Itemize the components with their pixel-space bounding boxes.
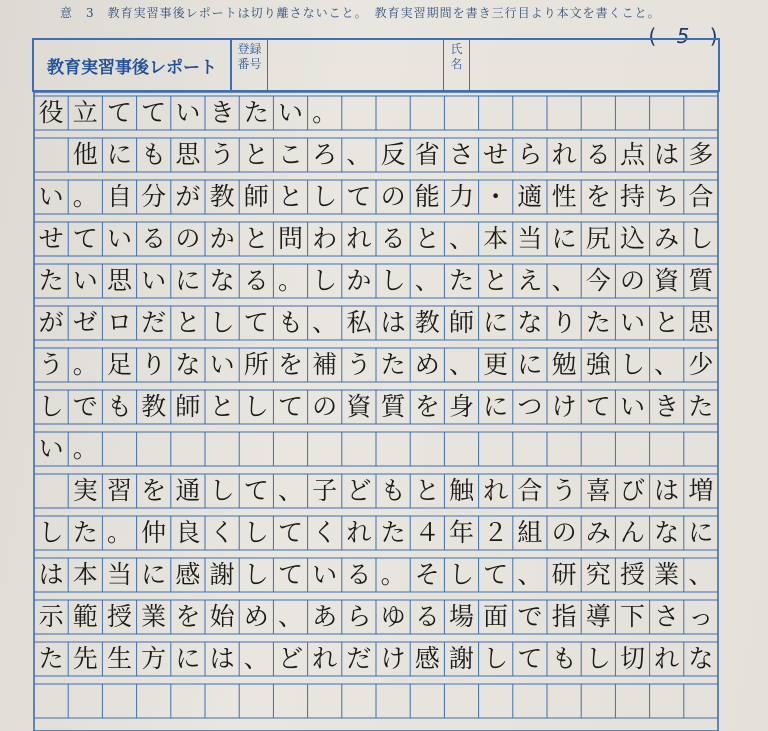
manuscript-char: に <box>688 518 714 547</box>
manuscript-char: せ <box>483 140 509 169</box>
manuscript-char: に <box>175 644 201 673</box>
manuscript-char: 足 <box>106 350 132 379</box>
manuscript-char: し <box>312 266 338 295</box>
manuscript-char: 、 <box>551 266 577 295</box>
manuscript-char: 今 <box>585 266 611 295</box>
manuscript-char: 力 <box>448 182 474 211</box>
registration-label: 登録 番号 <box>232 40 268 90</box>
manuscript-char: 感 <box>414 644 440 673</box>
manuscript-char: て <box>277 560 303 589</box>
manuscript-char: の <box>175 224 201 253</box>
manuscript-char: 尻 <box>585 224 611 253</box>
manuscript-char: を <box>141 476 167 505</box>
manuscript-char: ・ <box>483 182 509 211</box>
manuscript-char: い <box>106 224 132 253</box>
manuscript-char: 適 <box>517 182 543 211</box>
manuscript-char: に <box>141 560 167 589</box>
manuscript-char: し <box>380 266 406 295</box>
manuscript-char: が <box>175 182 201 211</box>
manuscript-char: 教 <box>141 392 167 421</box>
manuscript-char: し <box>585 644 611 673</box>
manuscript-char: し <box>209 308 235 337</box>
manuscript-char: も <box>141 140 167 169</box>
manuscript-char: 少 <box>688 350 714 379</box>
manuscript-char: つ <box>517 392 543 421</box>
manuscript-char: 多 <box>688 140 714 169</box>
name-label: 氏 名 <box>444 40 470 90</box>
manuscript-char: 、 <box>346 140 372 169</box>
manuscript-char: と <box>483 266 509 295</box>
manuscript-char: も <box>380 476 406 505</box>
manuscript-char: 。 <box>72 350 98 379</box>
manuscript-char: た <box>38 644 64 673</box>
manuscript-char: 、 <box>277 476 303 505</box>
manuscript-char: れ <box>551 140 577 169</box>
manuscript-char: っ <box>688 602 714 631</box>
manuscript-char: た <box>585 308 611 337</box>
manuscript-char: 年 <box>448 518 474 547</box>
manuscript-char: め <box>414 350 440 379</box>
manuscript-char: 先 <box>72 644 98 673</box>
manuscript-char: 仲 <box>141 518 167 547</box>
page-close-paren: ) <box>709 24 718 48</box>
manuscript-char: れ <box>483 476 509 505</box>
manuscript-char: が <box>38 308 64 337</box>
manuscript-char: く <box>209 518 235 547</box>
manuscript-char: 、 <box>448 350 474 379</box>
manuscript-char: ら <box>346 602 372 631</box>
manuscript-char: る <box>585 140 611 169</box>
manuscript-char: と <box>654 308 680 337</box>
manuscript-char: 、 <box>517 560 543 589</box>
manuscript-char: に <box>483 392 509 421</box>
manuscript-char: し <box>38 518 64 547</box>
manuscript-char: を <box>277 350 303 379</box>
manuscript-char: な <box>688 644 714 673</box>
manuscript-char: 問 <box>277 224 303 253</box>
manuscript-char: わ <box>312 224 338 253</box>
manuscript-char: た <box>448 266 474 295</box>
manuscript-char: た <box>243 98 269 127</box>
manuscript-char: た <box>72 518 98 547</box>
manuscript-char: と <box>243 224 269 253</box>
manuscript-char: 省 <box>414 140 440 169</box>
manuscript-char: 謝 <box>448 644 474 673</box>
form-title: 教育実習事後レポート <box>34 40 232 90</box>
manuscript-char: に <box>551 224 577 253</box>
manuscript-char: 研 <box>551 560 577 589</box>
manuscript-char: た <box>38 266 64 295</box>
manuscript-char: な <box>209 266 235 295</box>
manuscript-char: 、 <box>654 350 680 379</box>
manuscript-char: 能 <box>414 182 440 211</box>
manuscript-char: る <box>141 224 167 253</box>
manuscript-char: 範 <box>72 602 98 631</box>
manuscript-char: し <box>312 182 338 211</box>
manuscript-char: 更 <box>483 350 509 379</box>
manuscript-char: い <box>619 392 645 421</box>
manuscript-char: ゼ <box>72 308 98 337</box>
manuscript-char: れ <box>654 644 680 673</box>
manuscript-char: る <box>243 266 269 295</box>
manuscript-char: く <box>312 518 338 547</box>
manuscript-char: に <box>106 140 132 169</box>
manuscript-char: て <box>72 224 98 253</box>
manuscript-char: ら <box>517 140 543 169</box>
manuscript-char: 本 <box>483 224 509 253</box>
manuscript-char: し <box>38 392 64 421</box>
manuscript-char: は <box>209 644 235 673</box>
manuscript-char: 。 <box>72 434 98 463</box>
manuscript-char: め <box>243 602 269 631</box>
manuscript-char: て <box>277 518 303 547</box>
manuscript-char: い <box>141 266 167 295</box>
manuscript-char: 点 <box>619 140 645 169</box>
manuscript-char: と <box>277 182 303 211</box>
manuscript-char: 面 <box>483 602 509 631</box>
manuscript-char: い <box>72 266 98 295</box>
manuscript-char: の <box>312 392 338 421</box>
manuscript-char: 喜 <box>585 476 611 505</box>
manuscript-char: 当 <box>106 560 132 589</box>
manuscript-char: 習 <box>106 476 132 505</box>
manuscript-char: 業 <box>654 560 680 589</box>
manuscript-char: 切 <box>619 644 645 673</box>
manuscript-char: 示 <box>38 602 64 631</box>
manuscript-char: ど <box>346 476 372 505</box>
manuscript-char: て <box>277 392 303 421</box>
manuscript-char: せ <box>38 224 64 253</box>
manuscript-char: い <box>175 98 201 127</box>
manuscript-char: 授 <box>619 560 645 589</box>
manuscript-char: 究 <box>585 560 611 589</box>
manuscript-char: だ <box>346 644 372 673</box>
manuscript-char: と <box>209 392 235 421</box>
manuscript-char: 思 <box>106 266 132 295</box>
page-number: 5 <box>676 24 690 48</box>
manuscript-char: 師 <box>175 392 201 421</box>
manuscript-char: で <box>72 392 98 421</box>
manuscript-char: 感 <box>175 560 201 589</box>
manuscript-char: て <box>243 476 269 505</box>
manuscript-char: ２ <box>483 518 509 547</box>
manuscript-char: み <box>585 518 611 547</box>
manuscript-char: う <box>346 350 372 379</box>
manuscript-char: り <box>141 350 167 379</box>
manuscript-char: れ <box>346 518 372 547</box>
manuscript-char: 組 <box>517 518 543 547</box>
manuscript-char: け <box>380 644 406 673</box>
manuscript-char: て <box>106 98 132 127</box>
manuscript-char: の <box>551 518 577 547</box>
manuscript-char: 身 <box>448 392 474 421</box>
manuscript-char: ち <box>654 182 680 211</box>
manuscript-char: 謝 <box>209 560 235 589</box>
manuscript-char: 当 <box>517 224 543 253</box>
manuscript-char: 合 <box>517 476 543 505</box>
manuscript-char: 資 <box>654 266 680 295</box>
manuscript-char: 質 <box>380 392 406 421</box>
manuscript-char: し <box>243 392 269 421</box>
manuscript-char: し <box>688 224 714 253</box>
manuscript-char: 場 <box>448 602 474 631</box>
manuscript-char: い <box>619 308 645 337</box>
manuscript-char: し <box>209 476 235 505</box>
manuscript-char: 、 <box>277 602 303 631</box>
manuscript-char: れ <box>346 224 372 253</box>
manuscript-char: し <box>448 560 474 589</box>
manuscript-char: び <box>619 476 645 505</box>
manuscript-char: き <box>209 98 235 127</box>
manuscript-char: 所 <box>243 350 269 379</box>
manuscript-char: 質 <box>688 266 714 295</box>
manuscript-char: る <box>346 560 372 589</box>
manuscript-char: る <box>380 224 406 253</box>
manuscript-char: 触 <box>448 476 474 505</box>
manuscript-char: 役 <box>38 98 64 127</box>
manuscript-char: 性 <box>551 182 577 211</box>
manuscript-char: 、 <box>688 560 714 589</box>
manuscript-char: に <box>517 350 543 379</box>
manuscript-char: 強 <box>585 350 611 379</box>
manuscript-char: 。 <box>380 560 406 589</box>
manuscript-char: を <box>414 392 440 421</box>
manuscript-char: 授 <box>106 602 132 631</box>
manuscript-char: ４ <box>414 518 440 547</box>
manuscript-char <box>38 474 64 508</box>
manuscript-char: し <box>619 350 645 379</box>
manuscript-char: み <box>654 224 680 253</box>
manuscript-char: 合 <box>688 182 714 211</box>
manuscript-char: 、 <box>414 266 440 295</box>
manuscript-char: な <box>654 518 680 547</box>
manuscript-char: は <box>380 308 406 337</box>
manuscript-char: ロ <box>106 308 132 337</box>
manuscript-char: た <box>380 350 406 379</box>
manuscript-char: て <box>585 392 611 421</box>
manuscript-char: に <box>175 266 201 295</box>
manuscript-char: か <box>346 266 372 295</box>
manuscript-char: そ <box>414 560 440 589</box>
manuscript-char: し <box>483 644 509 673</box>
manuscript-char: 師 <box>243 182 269 211</box>
manuscript-char: 方 <box>141 644 167 673</box>
manuscript-char: 。 <box>277 266 303 295</box>
manuscript-char: れ <box>312 644 338 673</box>
manuscript-char: き <box>654 392 680 421</box>
manuscript-char: い <box>277 98 303 127</box>
instruction-note: 意 3 教育実習事後レポートは切り離さないこと。 教育実習期間を書き三行目より本文を書くこと。 <box>60 6 661 20</box>
manuscript-char: 実 <box>72 476 98 505</box>
manuscript-char: て <box>517 644 543 673</box>
manuscript-char: 教 <box>414 308 440 337</box>
manuscript-char: 立 <box>72 98 98 127</box>
manuscript-char: も <box>551 644 577 673</box>
manuscript-char: し <box>243 560 269 589</box>
manuscript-char: と <box>243 140 269 169</box>
manuscript-char: 業 <box>141 602 167 631</box>
manuscript-char: も <box>106 392 132 421</box>
manuscript-char: う <box>551 476 577 505</box>
manuscript-char: 導 <box>585 602 611 631</box>
manuscript-char: 下 <box>619 602 645 631</box>
manuscript-char: 勉 <box>551 350 577 379</box>
manuscript-char: 生 <box>106 644 132 673</box>
manuscript-char: う <box>209 140 235 169</box>
manuscript-char: 指 <box>551 602 577 631</box>
manuscript-char: い <box>38 434 64 463</box>
manuscript-char: さ <box>654 602 680 631</box>
manuscript-char: 教 <box>209 182 235 211</box>
manuscript-char: い <box>209 350 235 379</box>
manuscript-char: は <box>38 560 64 589</box>
manuscript-char: な <box>175 350 201 379</box>
manuscript-char: な <box>517 308 543 337</box>
manuscript-char: 私 <box>346 308 372 337</box>
manuscript-char: 他 <box>72 140 98 169</box>
manuscript-char: 持 <box>619 182 645 211</box>
manuscript-char: と <box>414 224 440 253</box>
manuscript-char: 込 <box>619 224 645 253</box>
manuscript-char: ろ <box>312 140 338 169</box>
manuscript-char: 思 <box>175 140 201 169</box>
manuscript-char: 資 <box>346 392 372 421</box>
manuscript-char: と <box>414 476 440 505</box>
manuscript-char: 本 <box>72 560 98 589</box>
manuscript-char: い <box>38 182 64 211</box>
manuscript-char: あ <box>312 602 338 631</box>
manuscript-char: も <box>277 308 303 337</box>
manuscript-char: 。 <box>106 518 132 547</box>
manuscript-char: こ <box>277 140 303 169</box>
manuscript-char: り <box>551 308 577 337</box>
manuscript-char: と <box>175 308 201 337</box>
manuscript-char: て <box>483 560 509 589</box>
manuscript-char: 、 <box>243 644 269 673</box>
manuscript-char: 師 <box>448 308 474 337</box>
manuscript-char: た <box>688 392 714 421</box>
manuscript-char <box>38 138 64 172</box>
manuscript-char: て <box>243 308 269 337</box>
manuscript-char: 子 <box>312 476 338 505</box>
manuscript-char: で <box>517 602 543 631</box>
manuscript-char: ゆ <box>380 602 406 631</box>
manuscript-char: は <box>654 476 680 505</box>
manuscript-char: 、 <box>448 224 474 253</box>
manuscript-char: て <box>141 98 167 127</box>
manuscript-char: い <box>312 560 338 589</box>
manuscript-char: え <box>517 266 543 295</box>
page-open-paren: ( <box>648 24 657 48</box>
manuscript-char: 良 <box>175 518 201 547</box>
manuscript-char: ど <box>277 644 303 673</box>
manuscript-char: を <box>585 182 611 211</box>
manuscript-char: 自 <box>106 182 132 211</box>
manuscript-char: 分 <box>141 182 167 211</box>
manuscript-char: を <box>175 602 201 631</box>
manuscript-char: に <box>483 308 509 337</box>
manuscript-char: か <box>209 224 235 253</box>
manuscript-char: し <box>243 518 269 547</box>
manuscript-char: う <box>38 350 64 379</box>
manuscript-char: た <box>380 518 406 547</box>
manuscript-char: け <box>551 392 577 421</box>
manuscript-char: 、 <box>312 308 338 337</box>
manuscript-char: 。 <box>72 182 98 211</box>
manuscript-char: 補 <box>312 350 338 379</box>
manuscript-char: ん <box>619 518 645 547</box>
manuscript-char: 始 <box>209 602 235 631</box>
manuscript-char: 。 <box>312 98 338 127</box>
manuscript-char: だ <box>141 308 167 337</box>
manuscript-char: は <box>654 140 680 169</box>
manuscript-char: の <box>380 182 406 211</box>
manuscript-char: 増 <box>688 476 714 505</box>
manuscript-char: の <box>619 266 645 295</box>
manuscript-char: さ <box>448 140 474 169</box>
manuscript-char: 反 <box>380 140 406 169</box>
manuscript-char: る <box>414 602 440 631</box>
manuscript-char: 思 <box>688 308 714 337</box>
manuscript-char: て <box>346 182 372 211</box>
manuscript-char: 通 <box>175 476 201 505</box>
